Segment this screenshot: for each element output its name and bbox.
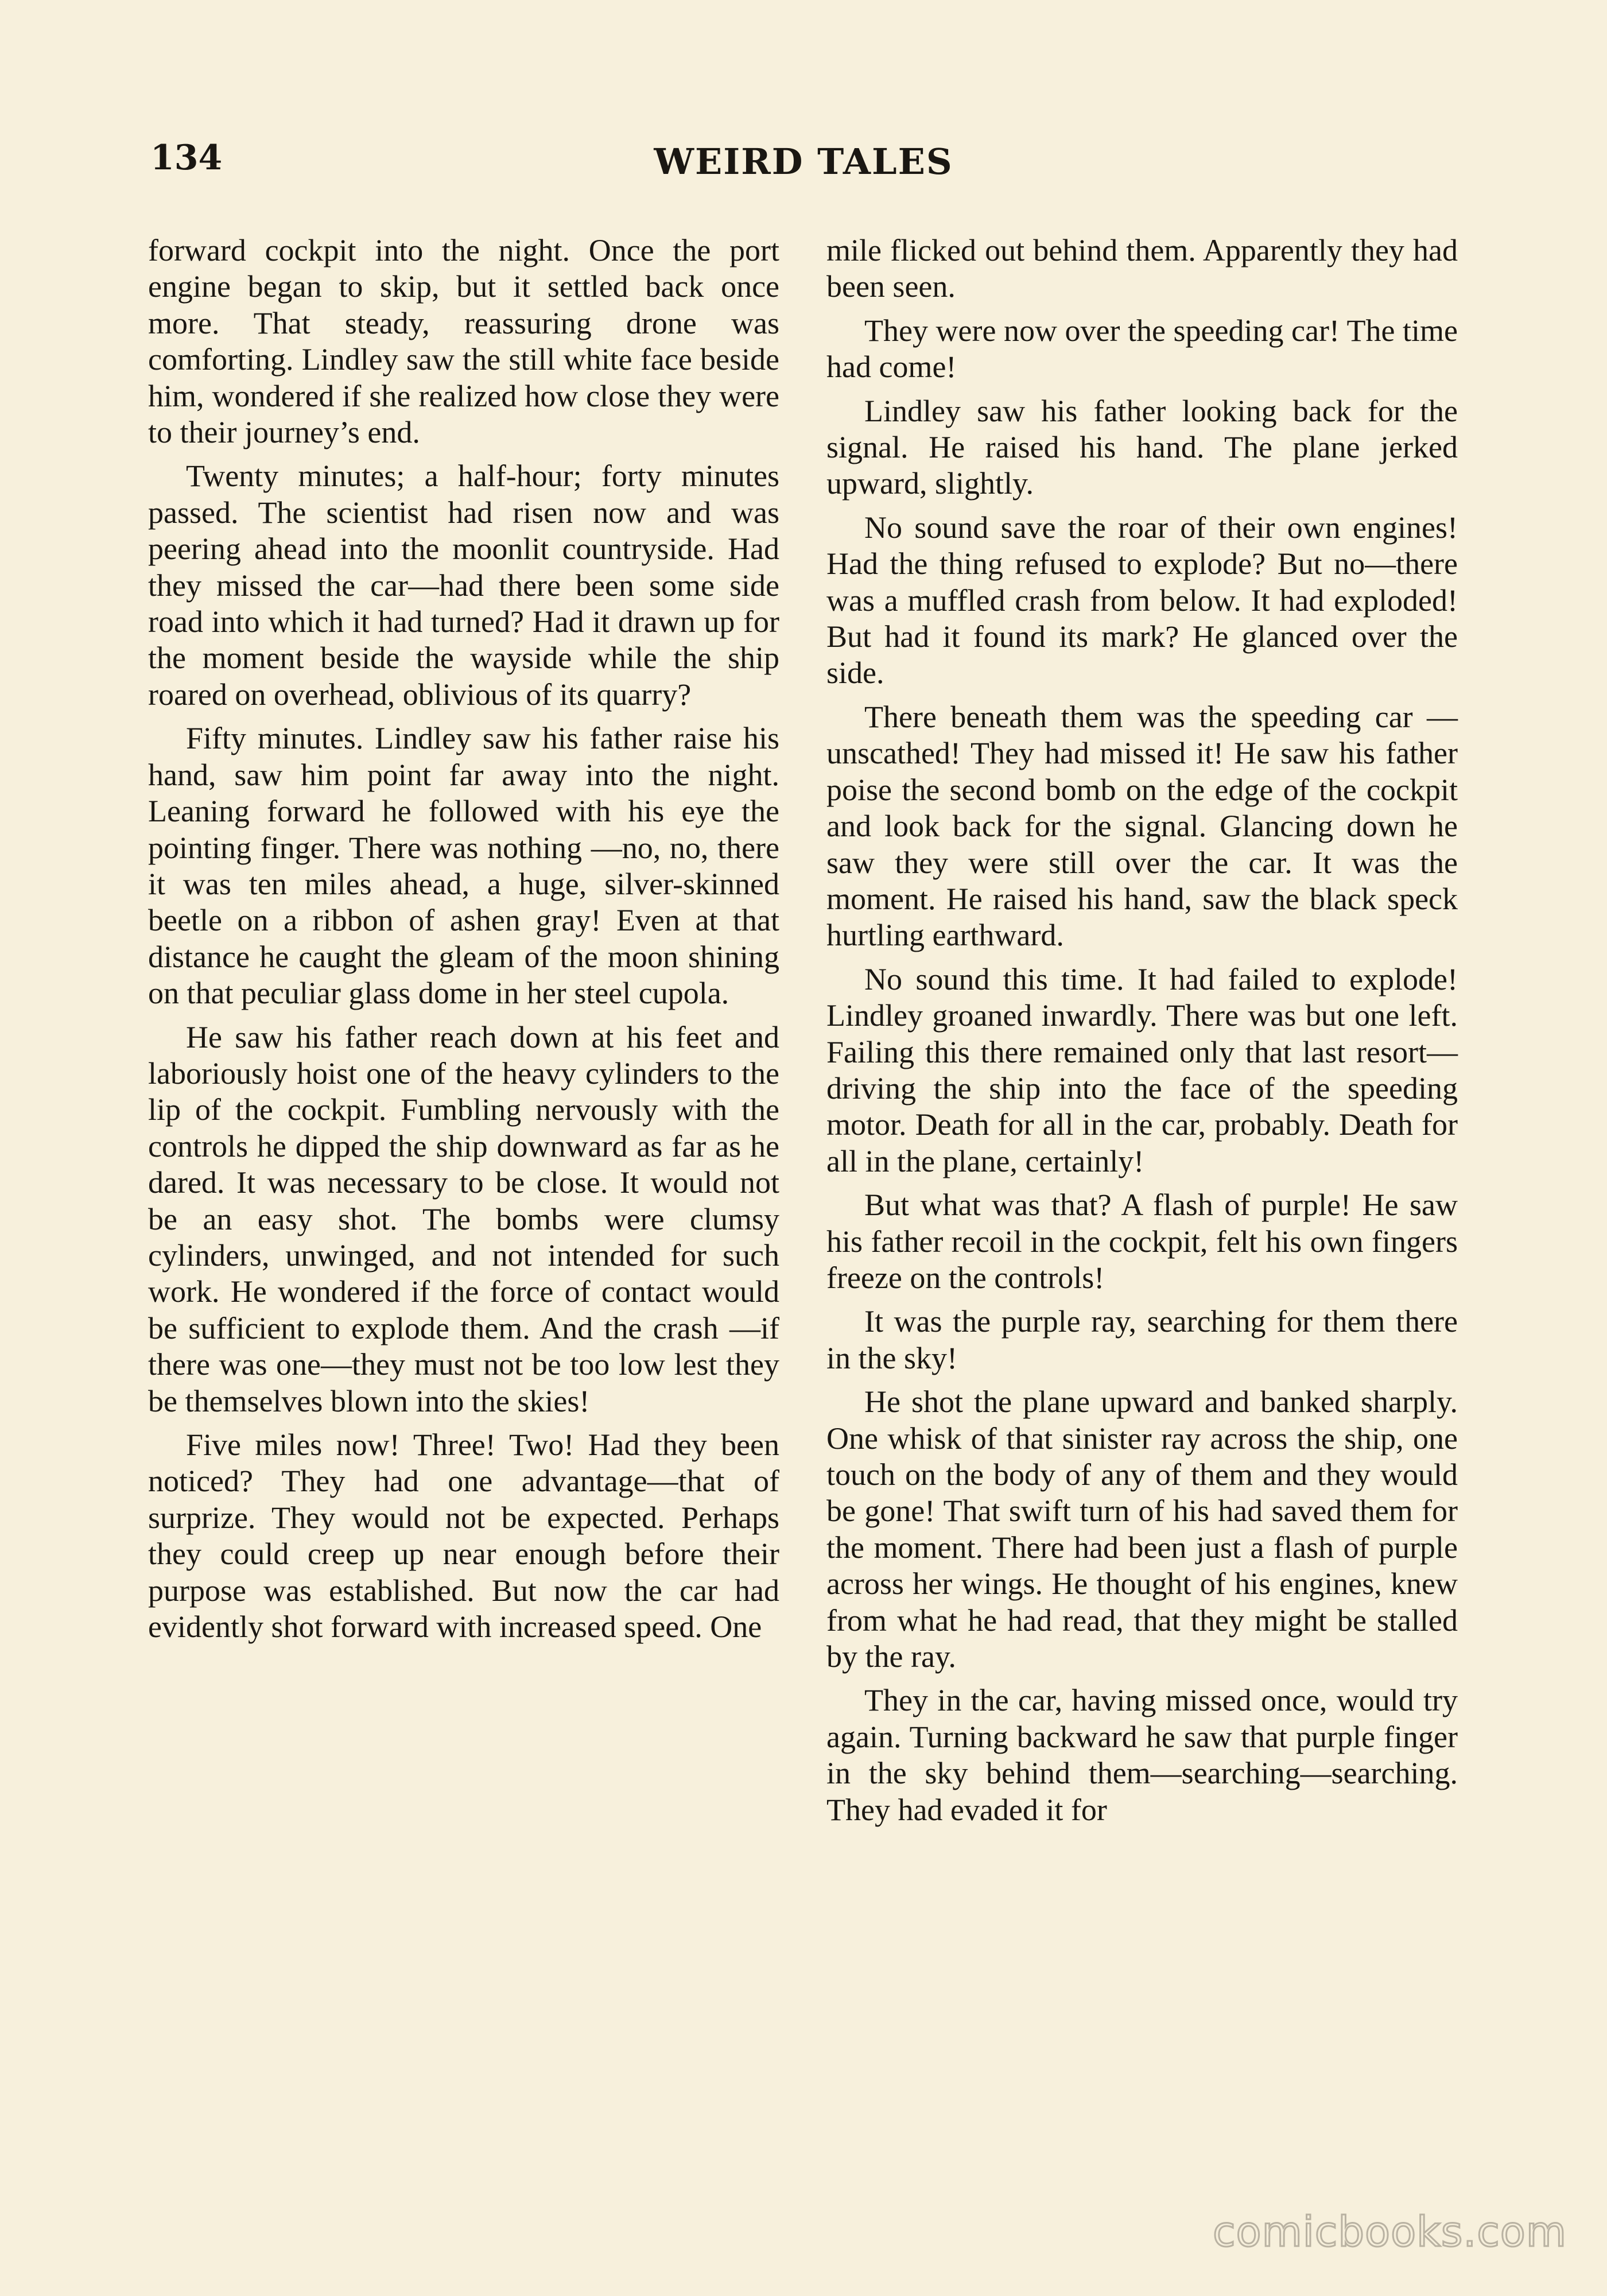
paragraph: It was the purple ray, searching for them there in the sky! <box>826 1304 1458 1375</box>
left-column <box>148 232 779 1653</box>
paragraph: Twenty minutes; a half-hour; forty minutes passed. The scientist had risen now and was peering ahead into the moonlit countryside. Had they missed the car—had there been some side road into which it had turned? Had it drawn up for the moment beside the wayside while the ship roared on overhead, oblivious of its quarry? <box>148 459 779 712</box>
paragraph: No sound save the roar of their own engines! Had the thing refused to explode? But no—there was a muffled crash from below. It had exploded! But had it found its mark? He glanced over the side. <box>826 510 1458 691</box>
page-number: 134 <box>150 138 223 178</box>
paragraph: Lindley saw his father looking back for the signal. He raised his hand. The plane jerked upward, slightly. <box>826 393 1458 501</box>
paragraph: He saw his father reach down at his feet and laboriously hoist one of the heavy cylinders to the lip of the cockpit. Fumbling nervously with the controls he dipped the ship downward as far as he dared. It was necessary to be close. It would not be an easy shot. The bombs were clumsy cylinders, unwinged, and not intended for such work. He wondered if the force of contact would be sufficient to explode them. And the crash —if there was one—they must not be too low lest they be themselves blown into the skies! <box>148 1019 779 1418</box>
paragraph: He shot the plane upward and banked sharply. One whisk of that sinister ray across the ship, one touch on the body of any of them and they would be gone! That swift turn of his had saved them for the moment. There had been just a flash of purple across her wings. He thought of his engines, knew from what he had read, that they might be stalled by the ray. <box>826 1384 1458 1674</box>
paragraph: They were now over the speeding car! The time had come! <box>826 313 1458 385</box>
paragraph: There beneath them was the speeding car — unscathed! They had missed it! He saw his father poise the second bomb on the edge of the cockpit and look back for the signal. Glancing down he saw they were still over the car. It was the moment. He raised his hand, saw the black speck hurtling earthward. <box>826 699 1458 953</box>
paragraph: No sound this time. It had failed to explode! Lindley groaned inwardly. There was but one left. Failing this there remained only that last resort—driving the ship into the face of the speeding motor. Death for all in the car, probably. Death for all in the plane, certainly! <box>826 961 1458 1178</box>
paragraph: But what was that? A flash of purple! He saw his father recoil in the cockpit, felt his own fingers freeze on the controls! <box>826 1188 1458 1295</box>
watermark: comicbooks.com <box>1212 2208 1567 2256</box>
paragraph: Fifty minutes. Lindley saw his father raise his hand, saw him point far away into the night. Leaning forward he followed with his eye the pointing finger. There was nothing —no, no, there it was ten miles ahead, a huge, silver-skinned beetle on a ribbon of ashen gray! Even at that distance he caught the gleam of the moon shining on that peculiar glass dome in her steel cupola. <box>148 721 779 1011</box>
paragraph: mile flicked out behind them. Apparently they had been seen. <box>826 233 1458 304</box>
right-column <box>826 232 1458 1836</box>
running-title: WEIRD TALES <box>654 141 953 183</box>
paragraph: Five miles now! Three! Two! Had they been noticed? They had one advantage—that of surprize. They would not be expected. Perhaps they could creep up near enough before their purpose was established. But now the car had evidently shot forward with increased speed. One <box>148 1428 779 1645</box>
paragraph: forward cockpit into the night. Once the port engine began to skip, but it settled back once more. That steady, reassuring drone was comforting. Lindley saw the still white face beside him, wondered if she realized how close they were to their journey’s end. <box>148 233 779 450</box>
paragraph: They in the car, having missed once, would try again. Turning backward he saw that purple finger in the sky behind them—searching—searching. They had evaded it for <box>826 1683 1458 1827</box>
